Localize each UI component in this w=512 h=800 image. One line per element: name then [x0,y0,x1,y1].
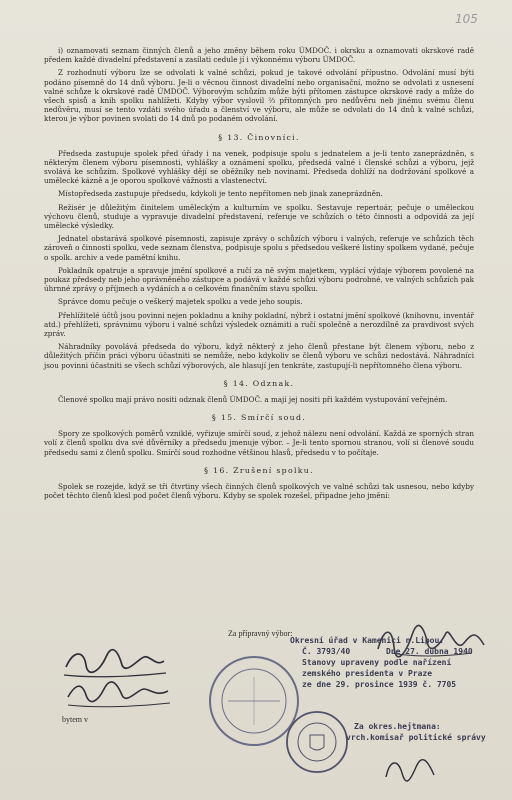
paragraph-nahradnici: Náhradníky povolává předseda do výboru, když některý z jeho členů přestane být členem výboru, nebo z důležitých příčin práci výboru účastniti se nemůže, nebo kdykoliv se členů výboru ve schůzi nedostává. Náhradníci jsou povinni účastniti se všech schůzí výborových, ale hlasují jen tenkráte, zastupují-li nepřítomného člena výboru. [44,342,474,370]
official-stamp-date: Dne 27. dubna 1940 [386,647,473,656]
paragraph-reziser: Režisér je důležitým činitelem uměleckým a kulturním ve spolku. Sestavuje repertoár, pečuje o uměleckou výchovu členů, studuje a vypravuje divadelní představení, referuje ve schůzích o této činnosti a odpovídá za její umělecké výsledky. [44,202,474,231]
handwritten-signature-2 [64,677,174,711]
handwritten-signature-official [380,753,440,789]
official-stamp-line-3: Stanovy upraveny podle nařízení [302,658,452,667]
paragraph-prehlizitele: Přehlížitelé účtů jsou povinni nejen pokladnu a knihy pokladní, nýbrž i ostatní jmění spolkové (knihovnu, inventář atd.) přehlížeti, správnimu výboru i valné schůzi výsledek oznámiti a ručí společně a nerozdílně za pravdivost svých zpráv. [44,310,474,339]
paragraph-pokladnik: Pokladník opatruje a spravuje jmění spolkové a ručí za ně svým majetkem, vyplácí výdaje výborem povolené na poukaz předsedy neb jeho oprávněného zástupce a podává v každé schůzi výboru podrobné, ve valných schůzích pak úhrnné zprávy o příjmech a vydáních a o celkovém finančním stavu spolku. [44,265,474,294]
section-16-title: § 16. Zrušení spolku. [204,465,314,475]
paragraph-predseda: Předseda zastupuje spolek před úřady i na venek, podpisuje spolu s jednatelem a je-li tento zaneprázdněn, s některým členem výboru písemnosti, vyhlášky a oznámení spolku, předsedá valné i členské schůzi a výboru, jejž svolává ke schůzím. Spolkové vyhlášky dějí se oběžníky neb novinami. Předseda dohlíží na dodržování spolkové a umělecké kázně a je oporou spolkové vážnosti a vlastenectví. [44,148,474,186]
page-number: 105 [455,12,478,26]
section-14-title: § 14. Odznak. [223,378,295,388]
paragraph-i: i) oznamovati seznam činných členů a jeho změny během roku ÚMDOČ. i okrsku a oznamovati okrskové radě předem každé divadelní představení a zasílati cedule jí i výkonnému výboru ÚMDOČ. [44,46,474,65]
official-stamp-number: Č. 3793/40 [302,647,351,656]
official-stamp-line-5: ze dne 29. prosince 1939 č. 7705 [302,680,457,689]
document-body [44,46,474,504]
section-15-title: § 15. Smírčí soud. [211,413,307,423]
paragraph-smirci-soud: Spory ze spolkových poměrů vzniklé, vyřizuje smírčí soud, z jehož nálezu není odvolání. Každá ze sporných stran volí z členů spolku dva své důvěrníky a předsedu jmenuje výbor. – Je-li tento spornou stranou, volí si členové soudu předsedu sami z členů spolku. Smírčí soud rozhodne většinou hlasů, předsedu v to počítaje. [44,429,474,457]
official-stamp-line-7: vrch.komisař politické správy [346,733,486,742]
section-13-title: § 13. Činovníci. [218,132,300,142]
paragraph-spravce-domu: Správce domu pečuje o veškerý majetek spolku a vede jeho soupis. [58,297,303,307]
official-stamp-line-6: Za okres.hejtmana: [354,722,441,731]
paragraph-mistopredseda: Místopředseda zastupuje předsedu, kdykoli je tento nepřítomen neb jinak zaneprázdněn. [58,189,383,199]
paragraph-jednatel: Jednatel obstarává spolkové písemnosti, zapisuje zprávy o schůzích výboru i valných, referuje ve schůzích těch zároveň o činnosti spolku, vede seznam členstva, podpisuje spolu s předsedou veškeré listiny spolkem vydané, pečuje o spolk. archiv a vede pamětní knihu. [44,234,474,262]
official-stamp-line-1: Okresní úřad v Kamenici n.Lipou. [290,636,445,645]
paragraph-odznak: Členové spolku mají právo nositi odznak členů ÚMDOČ. a mají jej nositi při každém vystupování veřejném. [58,394,448,404]
committee-label: Za přípravný výbor: [228,629,293,638]
resident-label: bytem v [62,715,88,724]
signature-area [0,615,512,800]
official-stamp-line-4: zemského presidenta v Praze [302,669,433,678]
handwritten-signature-1 [60,645,170,679]
paragraph-zruseni: Spolek se rozejde, když se tři čtvrtiny všech činných členů spolkových ve valné schůzi tak usnesou, nebo kdyby počet těchto členů klesl pod počet členů výboru. Kdyby se spolek rozešel, připadne jeho jmění: [44,481,474,500]
state-seal-icon [284,709,350,775]
paragraph-appeal: Z rozhodnutí výboru lze se odvolati k valné schůzi, pokud je takové odvolání přípustno. Odvolání musí býti podáno písemně do 14 dnů výboru. Je-li o věcnou činnost divadelní nebo organisační, možno se odvolati z usnesení valné schůze k okrskové radě ÚMDOČ. Výborovým schůzím může býti přítomen zástupce okrskové rady a může do všech spisů a knih spolku nahlížeti. Kdyby výbor vyslovil ⅔ přítomných pro nedůvěru neb jinému svému členu nedůvěru, musí se tento vzdáti svého úřadu a členství ve výboru, ale může se odvolati do 14 dnů k valné schůzi, kterou je výbor povinen svolati do 14 dnů po podaném odvolání. [44,68,474,124]
